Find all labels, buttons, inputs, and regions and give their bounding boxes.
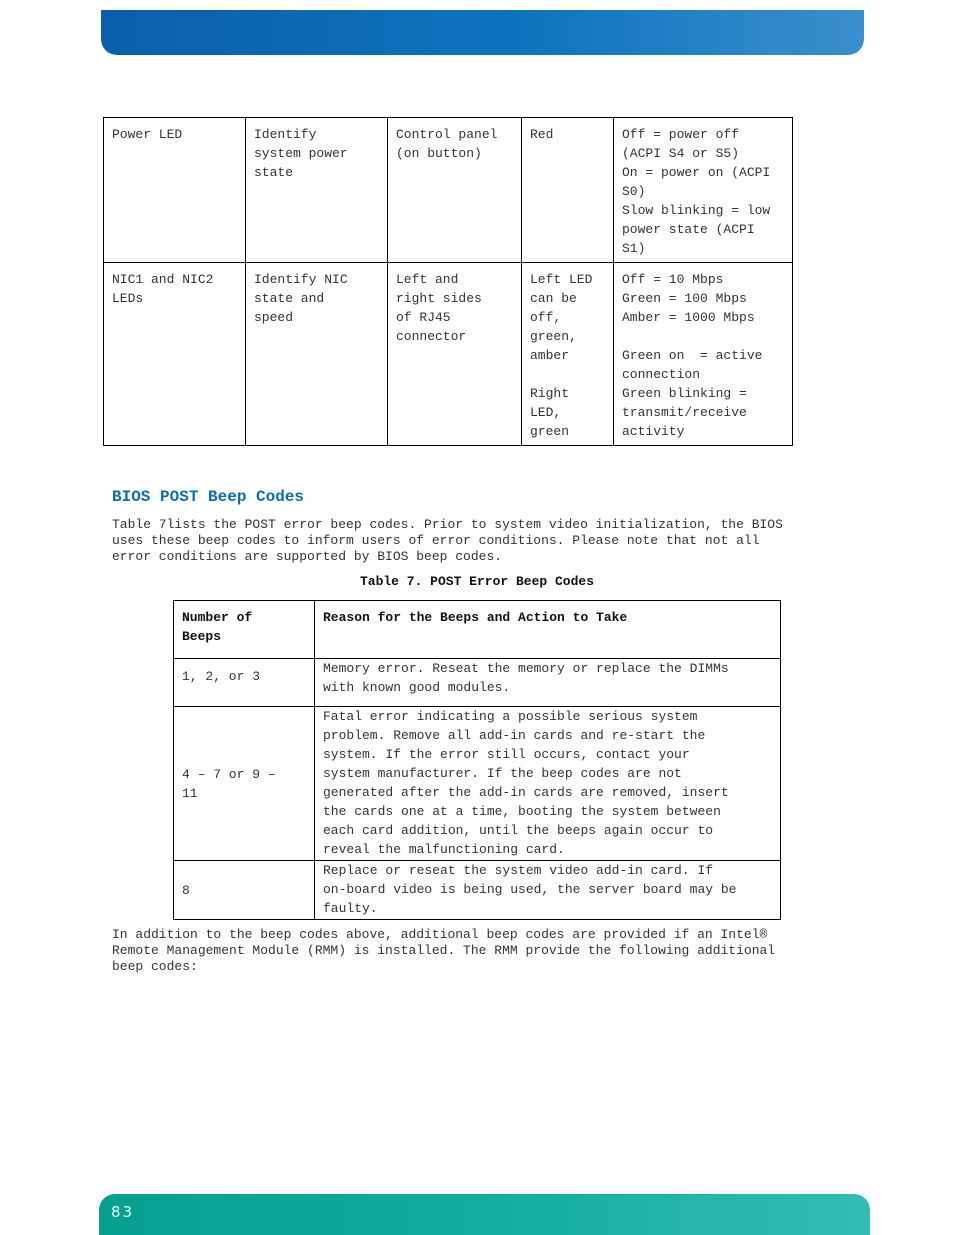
text-line: Identify	[254, 127, 317, 142]
beep-codes-table	[173, 600, 781, 920]
text-line: connection	[622, 367, 701, 382]
text-line: right sides	[396, 291, 482, 306]
blank-line	[530, 365, 605, 384]
led-name-cell	[104, 263, 246, 446]
text-line: Remote Management Module (RMM) is installed. The RMM provide the following additional	[112, 943, 776, 958]
led-color-cell	[522, 118, 614, 263]
text-line: Amber = 1000 Mbps	[622, 310, 755, 325]
table-caption: Table 7. POST Error Beep Codes	[359, 574, 595, 589]
text-line: amber	[530, 348, 570, 363]
text-line: (ACPI S4 or S5)	[622, 146, 740, 161]
led-status-cell	[614, 263, 793, 446]
text-line: Memory error. Reseat the memory or replace the DIMMs	[323, 661, 729, 676]
text-line: system. If the error still occurs, contact your	[323, 747, 690, 762]
table-header-row	[174, 601, 781, 659]
column-header-reason: Reason for the Beeps and Action to Take	[315, 601, 781, 659]
beep-count: 8	[174, 861, 315, 920]
beep-reason	[315, 707, 781, 861]
section-heading: BIOS POST Beep Codes	[112, 488, 305, 506]
led-function-cell	[246, 263, 388, 446]
text-line: each card addition, until the beeps again occur to	[323, 823, 714, 838]
text-line: activity	[622, 424, 685, 439]
text-line: state and	[254, 291, 325, 306]
text-line: faulty.	[323, 901, 378, 916]
text-line: Red	[530, 127, 554, 142]
text-line: Off = 10 Mbps	[622, 272, 724, 287]
text-line: system power	[254, 146, 348, 161]
text-line: LED,	[530, 405, 562, 420]
text-line: uses these beep codes to inform users of error conditions. Please note that not all	[112, 533, 760, 548]
beep-reason	[315, 659, 781, 707]
text-line: In addition to the beep codes above, additional beep codes are provided if an Intel®	[112, 927, 768, 942]
text-line: S0)	[622, 184, 646, 199]
beep-count: 1, 2, or 3	[174, 659, 315, 707]
closing-paragraph	[112, 927, 842, 975]
text-line: Green = 100 Mbps	[622, 291, 747, 306]
text-line: problem. Remove all add-in cards and re-start the	[323, 728, 706, 743]
intro-paragraph	[112, 517, 842, 565]
text-line: Left and	[396, 272, 459, 287]
text-line: Fatal error indicating a possible serious system	[323, 709, 698, 724]
text-line: beep codes:	[112, 959, 198, 974]
table-row	[104, 118, 793, 263]
led-name-cell	[104, 118, 246, 263]
text-line: power state (ACPI	[622, 222, 755, 237]
page-number: 83	[111, 1203, 135, 1221]
text-line: Replace or reseat the system video add-in card. If	[323, 863, 714, 878]
led-name: Power LED	[112, 127, 183, 142]
text-line: Left LED	[530, 272, 593, 287]
text-line: Control panel	[396, 127, 498, 142]
table-row	[174, 659, 781, 707]
led-table	[103, 117, 793, 446]
table-row	[174, 861, 781, 920]
text-line: green,	[530, 329, 577, 344]
text-line: connector	[396, 329, 467, 344]
text-line: state	[254, 165, 294, 180]
text-line: the cards one at a time, booting the system between	[323, 804, 721, 819]
text-line: system manufacturer. If the beep codes are not	[323, 766, 682, 781]
text-line: error conditions are supported by BIOS beep codes.	[112, 549, 503, 564]
text-line: can be	[530, 291, 577, 306]
text-line: (on button)	[396, 146, 482, 161]
text-line: reveal the malfunctioning card.	[323, 842, 565, 857]
text-line: Green blinking =	[622, 386, 747, 401]
text-line: Off = power off	[622, 127, 740, 142]
led-name: NIC1 and NIC2 LEDs	[112, 272, 214, 306]
led-status-cell	[614, 118, 793, 263]
text-line: On = power on (ACPI	[622, 165, 771, 180]
text-line: transmit/receive	[622, 405, 747, 420]
header-banner	[101, 10, 864, 55]
text-line: Slow blinking = low	[622, 203, 771, 218]
led-function-cell	[246, 118, 388, 263]
blank-line	[622, 327, 784, 346]
text-line: generated after the add-in cards are removed, insert	[323, 785, 729, 800]
led-location-cell	[388, 118, 522, 263]
text-line: on-board video is being used, the server board may be	[323, 882, 737, 897]
column-header-beeps: Number of Beeps	[174, 601, 315, 659]
table-row	[104, 263, 793, 446]
text-line: S1)	[622, 241, 646, 256]
text-line: off,	[530, 310, 562, 325]
text-line: of RJ45	[396, 310, 451, 325]
text-line: with known good modules.	[323, 680, 511, 695]
beep-count: 4 – 7 or 9 – 11	[174, 707, 315, 861]
footer-banner	[99, 1194, 870, 1235]
beep-reason	[315, 861, 781, 920]
text-line: Right	[530, 386, 570, 401]
text-line: Green on = active	[622, 348, 763, 363]
led-location-cell	[388, 263, 522, 446]
led-color-cell	[522, 263, 614, 446]
text-line: Table 7lists the POST error beep codes. Prior to system video initialization, the BIOS	[112, 517, 783, 532]
text-line: Identify NIC	[254, 272, 348, 287]
text-line: speed	[254, 310, 294, 325]
text-line: green	[530, 424, 570, 439]
table-row	[174, 707, 781, 861]
